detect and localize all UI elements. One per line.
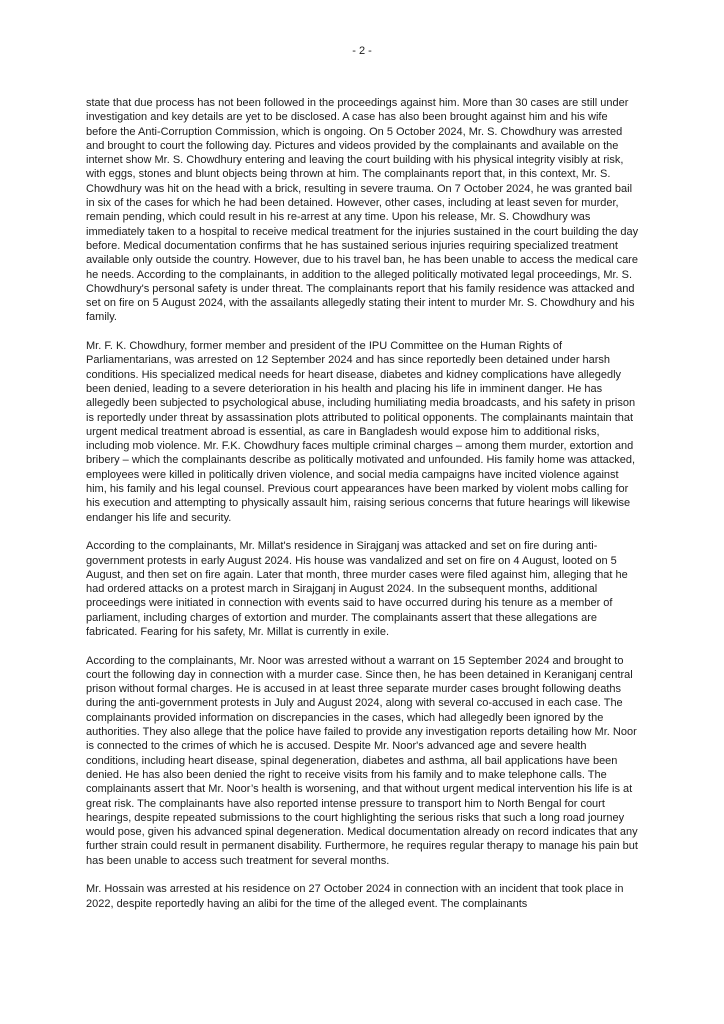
body-paragraph-5: Mr. Hossain was arrested at his residence on 27 October 2024 in connection with an incident that took place in 2022, despite reportedly having an alibi for the time of the alleged event. The complainants: [86, 883, 624, 910]
body-paragraph-2: Mr. F. K. Chowdhury, former member and president of the IPU Committee on the Human Rights of Parliamentarians, was arrested on 12 September 2024 and has since reportedly been detained under harsh conditions. His specialized medical needs for heart disease, diabetes and kidney complications have allegedly been denied, leading to a severe deterioration in his health and placing his life in imminent danger. He has allegedly been subjected to psychological abuse, including humiliating media broadcasts, and his safety in prison is reportedly under threat by assassination plots attributed to political opponents. The complainants maintain that urgent medical treatment abroad is essential, as care in Bangladesh would expose him to additional risks, including mob violence. Mr. F.K. Chowdhury faces multiple criminal charges – among them murder, extortion and bribery – which the complainants describe as politically motivated and unfounded. His family home was attacked, employees were killed in politically driven violence, and social media campaigns have incited violence against him, his family and his legal counsel. Previous court appearances have been marked by violent mobs calling for his execution and attempting to physically assault him, raising serious concerns that future hearings will likewise endanger his life and security.: [86, 340, 636, 524]
document-body: [86, 96, 640, 925]
body-paragraph-1: state that due process has not been followed in the proceedings against him. More than 30 cases are still under investigation and key details are yet to be disclosed. A case has also been brought against him and his wife before the Anti-Corruption Commission, which is ongoing. On 5 October 2024, Mr. S. Chowdhury was arrested and brought to court the following day. Pictures and videos provided by the complainants and available on the internet show Mr. S. Chowdhury entering and leaving the court building with his physical integrity visibly at risk, with eggs, stones and blunt objects being thrown at him. The complainants report that, in this context, Mr. S. Chowdhury was hit on the head with a brick, resulting in severe trauma. On 7 October 2024, he was granted bail in six of the cases for which he had been detained. However, other cases, including at least seven for murder, remain pending, which could result in his re-arrest at any time. Upon his release, Mr. S. Chowdhury was immediately taken to a hospital to receive medical treatment for the injuries sustained in the court building the day before. Medical documentation confirms that he has sustained serious injuries requiring specialized treatment available only outside the country. However, due to his travel ban, he has been unable to access the medical care he needs. According to the complainants, in addition to the alleged politically motivated legal proceedings, Mr. S. Chowdhury's personal safety is under threat. The complainants report that his family residence was attacked and set on fire on 5 August 2024, with the assailants allegedly stating their intent to murder Mr. S. Chowdhury and his family.: [86, 97, 639, 324]
body-paragraph-3: According to the complainants, Mr. Millat's residence in Sirajganj was attacked and set on fire during anti-government protests in early August 2024. His house was vandalized and set on fire on 4 August, looted on 5 August, and then set on fire again. Later that month, three murder cases were filed against him, alleging that he had ordered attacks on a protest march in Sirajganj in August 2024. In the subsequent months, additional proceedings were initiated in connection with events said to have occurred during his tenure as a member of parliament, including charges of extortion and murder. The complainants assert that these allegations are fabricated. Fearing for his safety, Mr. Millat is currently in exile.: [86, 540, 628, 638]
page-number: - 2 -: [352, 45, 372, 57]
body-paragraph-4: According to the complainants, Mr. Noor was arrested without a warrant on 15 September 2024 and brought to court the following day in connection with a murder case. Since then, he has been detained in Keraniganj central prison without formal charges. He is accused in at least three separate murder cases brought following deaths during the anti-government protests in July and August 2024, along with several co-accused in each case. The complainants provided information on discrepancies in the cases, which had allegedly been ignored by the authorities. They also allege that the police have failed to provide any investigation reports detailing how Mr. Noor is connected to the crimes of which he is accused. Despite Mr. Noor's advanced age and severe health conditions, including heart disease, spinal degeneration, diabetes and asthma, all bail applications have been denied. He has also been denied the right to receive visits from his family and to make telephone calls. The complainants assert that Mr. Noor’s health is worsening, and that without urgent medical intervention his life is at great risk. The complainants have also reported intense pressure to transport him to North Bengal for court hearings, despite repeated submissions to the court highlighting the serious risks that such a long road journey would pose, given his advanced spinal degeneration. Medical documentation already on record indicates that any further strain could result in permanent disability. Furthermore, he requires regular therapy to manage his pain but has been unable to access such treatment for several months.: [86, 654, 638, 867]
